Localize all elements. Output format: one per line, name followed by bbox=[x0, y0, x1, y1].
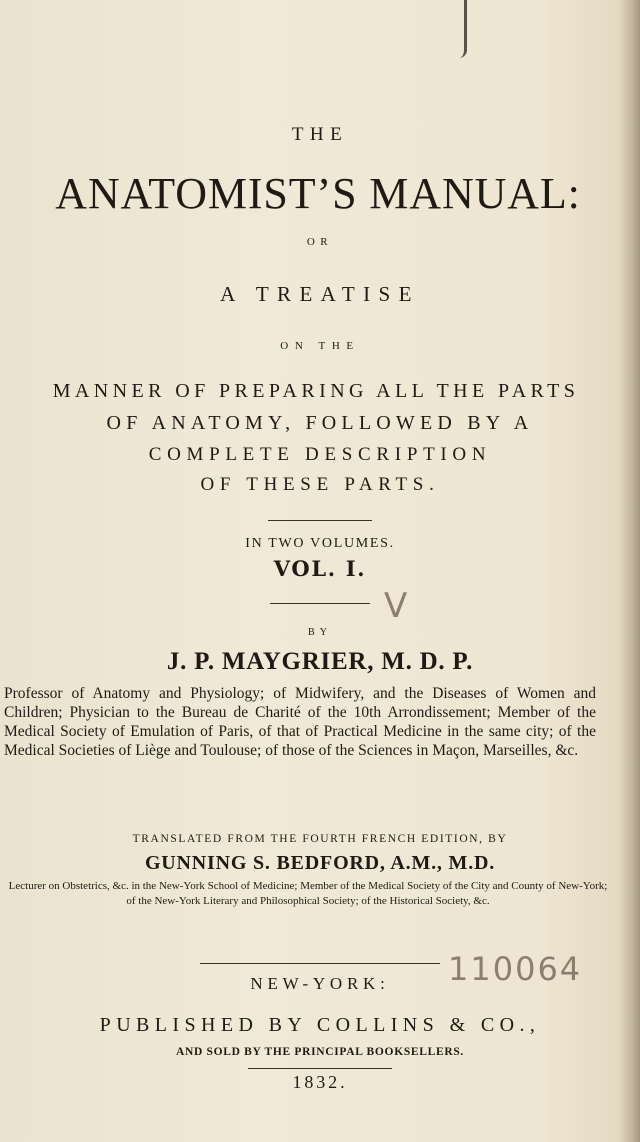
author-name: J. P. MAYGRIER, M. D. P. bbox=[166, 648, 474, 675]
translator-name: GUNNING S. BEDFORD, A.M., M.D. bbox=[144, 852, 496, 874]
or-label: OR bbox=[306, 236, 334, 248]
divider-rule bbox=[268, 520, 372, 521]
publication-year: 1832. bbox=[292, 1072, 348, 1092]
handwritten-shelf-number: 110064 bbox=[448, 950, 583, 988]
title-the: THE bbox=[291, 124, 349, 145]
description-line-4: OF THESE PARTS. bbox=[200, 474, 440, 495]
ink-mark bbox=[454, 0, 467, 58]
divider-rule bbox=[248, 1068, 392, 1069]
volumes-note: IN TWO VOLUMES. bbox=[245, 536, 395, 551]
description-line-3: COMPLETE DESCRIPTION bbox=[148, 444, 492, 465]
subtitle: A TREATISE bbox=[220, 282, 420, 306]
main-title: ANATOMIST’S MANUAL: bbox=[55, 169, 581, 218]
by-label: BY bbox=[308, 627, 332, 638]
translation-note: TRANSLATED FROM THE FOURTH FRENCH EDITION, BY bbox=[132, 833, 508, 845]
description-line-2: OF ANATOMY, FOLLOWED BY A bbox=[106, 412, 534, 434]
handwritten-check-mark: V bbox=[384, 586, 408, 626]
divider-rule bbox=[200, 963, 440, 964]
description-line-1: MANNER OF PREPARING ALL THE PARTS bbox=[52, 380, 580, 402]
publication-place: NEW-YORK: bbox=[250, 974, 390, 993]
divider-rule bbox=[270, 603, 370, 604]
volume-number: VOL. I. bbox=[273, 556, 367, 581]
translator-credentials: Lecturer on Obstetrics, &c. in the New-York School of Medicine; Member of the Medical Society of the City and County of New-York; of the New-York Literary and Philosophical Society; of the Historical Society, &c. bbox=[8, 880, 608, 907]
sold-by-note: AND SOLD BY THE PRINCIPAL BOOKSELLERS. bbox=[175, 1046, 464, 1058]
publisher: PUBLISHED BY COLLINS & CO., bbox=[99, 1014, 541, 1036]
on-the-label: ON THE bbox=[280, 340, 360, 352]
author-credentials: Professor of Anatomy and Physiology; of Midwifery, and the Diseases of Women and Children; Physician to the Bureau de Charité of the 10th Arrondissement; Member of the Medical Society of Emulation of Paris, of that of Practical Medicine in the same city; of the Medical Societies of Liège and Toulouse; of those of the Sciences in Maçon, Marseilles, &c. bbox=[4, 685, 596, 759]
